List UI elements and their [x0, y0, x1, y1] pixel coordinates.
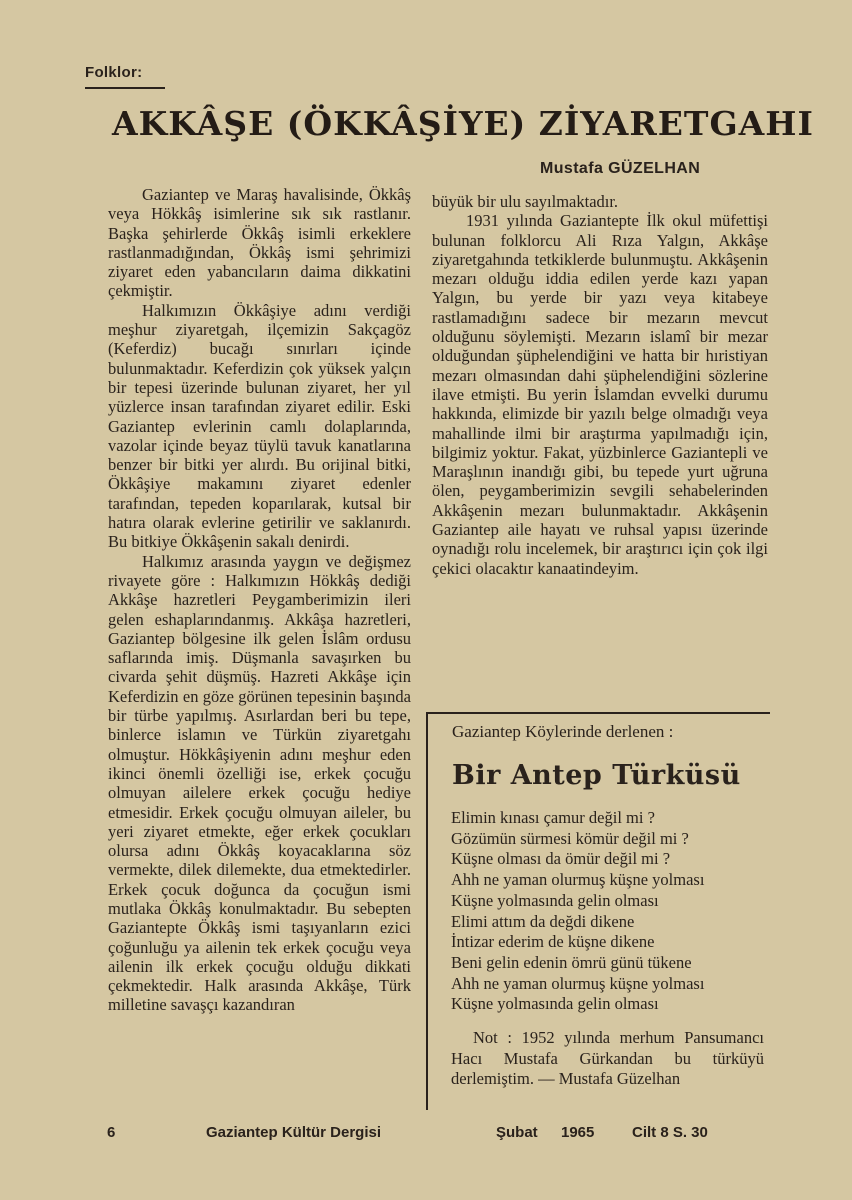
poem-line: Beni gelin edenin ömrü günü tükene: [451, 952, 692, 972]
poem-line: Küşne yolmasında gelin olması: [451, 890, 659, 910]
article-paragraph: Halkımız arasında yaygın ve değişmez rivayete göre : Halkımızın Hökkâş dediği Akkâşe hazretleri Peygamberimizin ileri gelen eshaplarındanmış. Akkâşa hazretleri, Gaziantep bölgesine ilk gelen İslâm ordusu saflarında imiş. Düşmanla savaşırken bu civarda şehit düşmüş. Hazreti Akkâşe için Keferdizin en göze görünen tepesinin başında bir türbe yapılmış. Asırlardan beri bu tepe, binlerce islamın ve Türkün ziyaretgahı olmuştur. Hökkâşiyenin adını meşhur eden ikinci önemli özelliği ise, erkek çocuğu olmuyan ailelere erkek çocuğu hediye etmesidir. Erkek çocuğu olmuyan aileler, bu yeri ziyaret etmekte, eğer erkek çocukları olursa adını Ökkâş koyacaklarına söz vermekte, dilek dilemekte, dua etmektedirler. Erkek çocuk doğunca da çocuğun ismi mutlaka Ökkâş konulmaktadır. Bu sebepten Gaziantepte Ökkâş ismi taşıyanların ezici çoğunluğu ya ailenin tek erkek çocuğu veya ailenin ilk erkek çocuğu olduğu dikkati çekmektedir. Halk arasında Akkâşe, Türk milletine savaşçı kazandıran: [108, 551, 411, 1015]
article-author: Mustafa GÜZELHAN: [540, 160, 701, 177]
article-paragraph: büyük bir ulu sayılmaktadır.: [432, 192, 619, 211]
poem-line: İntizar ederim de küşne dikene: [451, 932, 655, 952]
poem-line: Gözümün sürmesi kömür değil mi ?: [451, 828, 689, 848]
poem: [451, 808, 704, 1015]
poem-note: Not : 1952 yılında merhum Pansumancı Hacı Mustafa Gürkandan bu türküyü derlemiştim. — Mustafa Güzelhan: [451, 1028, 764, 1089]
poem-line: Küşne yolmasında gelin olması: [451, 994, 659, 1014]
page-number: 6: [107, 1124, 116, 1141]
article-column-right: [432, 192, 768, 578]
article-title: AKKÂŞE (ÖKKÂŞİYE) ZİYARETGAHI: [112, 104, 814, 143]
article-paragraph: Gaziantep ve Maraş havalisinde, Ökkâş veya Hökkâş isimlerine sık sık rastlanır. Başka şehirlerde Ökkâş isimli erkeklere rastlanmadığından, Ökkâş ismi şehrimizi ziyaret eden yabancıların daima dikkatini çekmiştir.: [108, 185, 411, 301]
poem-line: Elimin kınası çamur değil mi ?: [451, 808, 655, 827]
section-rule: [85, 87, 165, 89]
article-paragraph: Halkımızın Ökkâşiye adını verdiği meşhur ziyaretgah, ilçemizin Sakçagöz (Keferdiz) bucağı sınırları içinde bulunmaktadır. Keferdizin çok yüksek yalçın bir tepesi üzerinde bulunan ziyaret, her yıl yüzlerce insan tarafından ziyaret edilir. Eski Gaziantep evlerinin camlı dolaplarında, vazolar içinde beyaz tüylü tavuk kanatlarına benzer bir bitki yer alırdı. Bu orijinal bitki, Ökkâşiye makamını ziyaret edenler tarafından, tepeden koparılarak, kutsal bir hatıra olarak evlerine getirilir ve saklanırdı. Bu bitkiye Ökkâşenin sakalı denirdi.: [108, 300, 411, 552]
poem-line: Ahh ne yaman olurmuş küşne yolması: [451, 870, 705, 890]
article-column-left: [108, 185, 411, 1015]
poem-title: Bir Antep Türküsü: [452, 760, 741, 791]
poem-line: Ahh ne yaman olurmuş küşne yolması: [451, 973, 705, 993]
article-paragraph: 1931 yılında Gaziantepte İlk okul müfettişi bulunan folklorcu Ali Rıza Yalgın, Akkâşe ziyaretgahında tetkiklerde bulunmuştu. Akkâşenin mezarı olduğu iddia edilen yerde kazı yapan Yalgın, bu yerde bir yazı veya kitabeye rastlamadığını sadece bir mezarın mevcut olduğunu söylemişti. Mezarın islamî bir mezar olduğundan şüphelendiğini ve hatta bir hıristiyan mezarı olmasından dahi şüphelendiğini sözlerine ilave etmişti. Bu yerin İslamdan evvelki durumu hakkında, elimizde bir yazılı belge olmadığı veya mahallinde ilmi bir araştırma yapılmadığı için, bilgimiz yoktur. Fakat, yüzbinlerce Gaziantepli ve Maraşlının inandığı gibi, bu tepede yurt uğruna ölen, peygamberimizin sevgili sehabelerinden Akkâşenin mezarı bulunmaktadır. Akkâşenin Gaziantep aile hayatı ve ruhsal yapısı üzerinde oynadığı rolu incelemek, bir araştırıcı için çok ilgi çekici olacaktır kanaatindeyim.: [432, 211, 768, 578]
magazine-name: Gaziantep Kültür Dergisi: [206, 1124, 382, 1141]
issue-year: 1965: [561, 1124, 595, 1141]
poem-line: Elimi attım da değdi dikene: [451, 911, 635, 931]
poem-line: Küşne olması da ömür değil mi ?: [451, 849, 671, 869]
issue-month: Şubat: [496, 1124, 538, 1141]
poem-intro: Gaziantep Köylerinde derlenen :: [452, 722, 674, 741]
issue-volume: Cilt 8 S. 30: [632, 1124, 708, 1141]
section-label: Folklor:: [85, 64, 143, 81]
